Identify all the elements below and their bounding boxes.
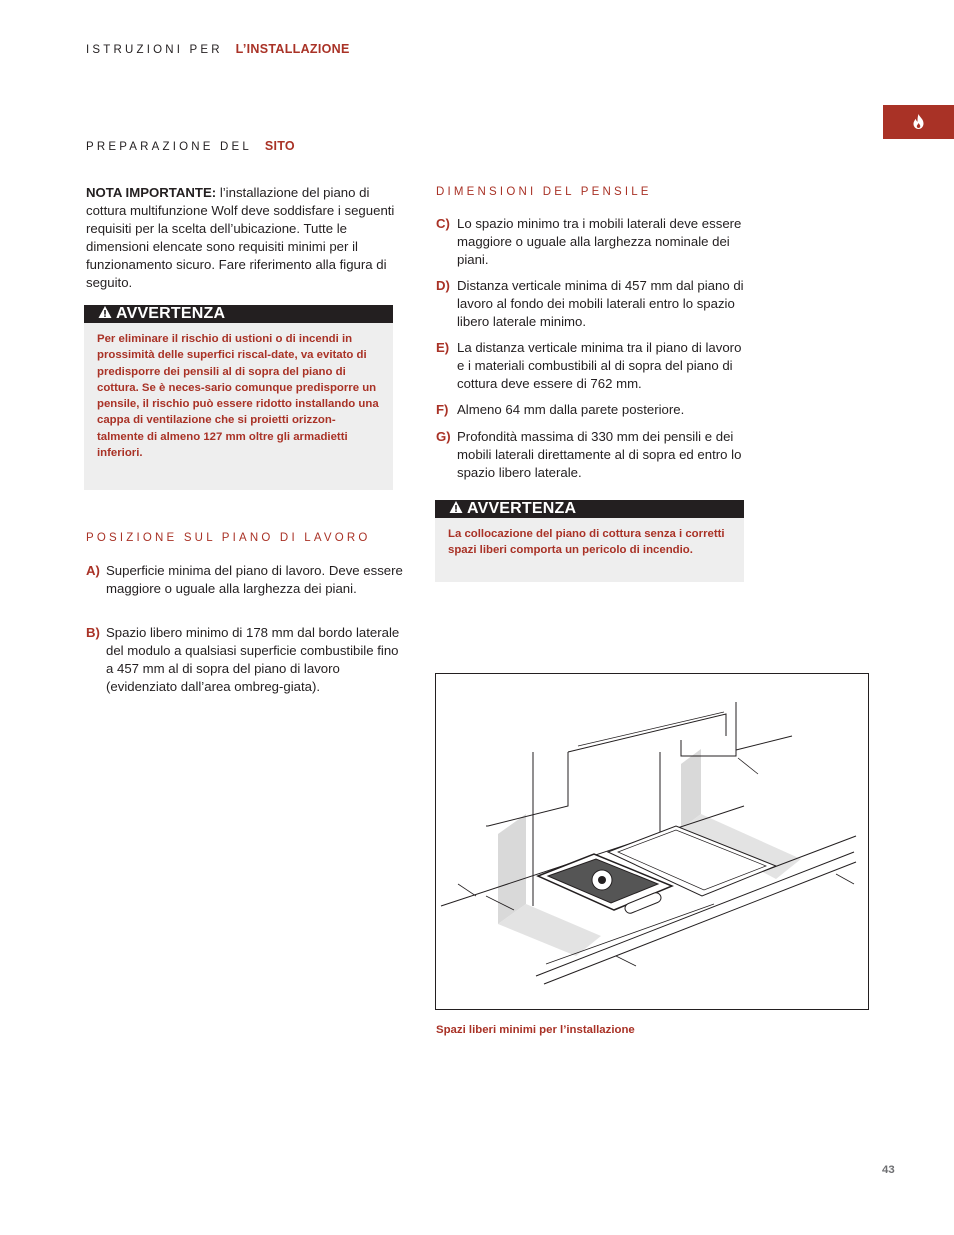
warning-heading-text-2: AVVERTENZA bbox=[467, 500, 577, 517]
dim-line-bottom bbox=[616, 956, 636, 966]
header-prefix: ISTRUZIONI PER bbox=[86, 44, 223, 56]
dim-line-g bbox=[738, 758, 758, 774]
clearance-diagram bbox=[436, 674, 868, 1009]
warning-text-1: Per eliminare il rischio di ustioni o di incendi in prossimità delle superfici riscal-date, va evitato di predisporre dei pensili al di sopra del piano di cottura. Se è neces-sario comunque predisporre un pensile, il rischio può essere ridotto installando una cappa di ventilazione che si proietti orizzon-talmente di almeno 127 mm oltre gli armadietti inferiori. bbox=[97, 333, 379, 460]
section-prefix: PREPARAZIONE DEL bbox=[86, 141, 253, 153]
section-title-accent: SITO bbox=[264, 139, 295, 153]
upper-cabinet-left bbox=[488, 752, 568, 826]
cabinet-edge bbox=[736, 736, 792, 750]
warning-box-2 bbox=[435, 500, 744, 582]
item-d-text: Distanza verticale minima di 457 mm dal piano di lavoro al fondo dei mobili laterali entro lo spazio libero laterale minimo. bbox=[457, 278, 744, 329]
warning-box-1 bbox=[84, 305, 393, 490]
warning-heading-1 bbox=[84, 305, 393, 323]
running-header bbox=[86, 42, 350, 56]
countertop-title: POSIZIONE SUL PIANO DI LAVORO bbox=[86, 532, 371, 544]
warning-text-2: La collocazione del piano di cottura senza i corretti spazi liberi comporta un pericolo di incendio. bbox=[448, 528, 725, 557]
item-a-text: Superficie minima del piano di lavoro. Deve essere maggiore o uguale alla larghezza dei piani. bbox=[106, 563, 403, 596]
item-label-c: C) bbox=[436, 216, 450, 231]
list-item-b bbox=[86, 624, 408, 696]
list-item-f bbox=[436, 401, 748, 419]
section-tab bbox=[883, 105, 954, 139]
list-item-d bbox=[436, 277, 748, 331]
dim-line-f bbox=[458, 884, 476, 896]
item-f-text: Almeno 64 mm dalla parete posteriore. bbox=[457, 402, 685, 417]
flame-icon bbox=[912, 114, 925, 129]
item-label: A) bbox=[86, 563, 100, 578]
item-c-text: Lo spazio minimo tra i mobili laterali deve essere maggiore o uguale alla larghezza nominale dei piani. bbox=[457, 216, 742, 267]
dim-line-c bbox=[578, 712, 724, 746]
item-label-g: G) bbox=[436, 429, 451, 444]
installation-figure bbox=[435, 673, 869, 1010]
upper-cabinet-top bbox=[568, 714, 726, 752]
cabinet-title: DIMENSIONI DEL PENSILE bbox=[436, 186, 652, 198]
intro-label: NOTA IMPORTANTE: bbox=[86, 185, 217, 200]
list-item-a-body bbox=[86, 562, 408, 598]
warning-triangle-icon bbox=[449, 500, 463, 514]
item-g-text: Profondità massima di 330 mm dei pensili e dei mobili laterali direttamente al di sopra ed entro lo spazio libero laterale. bbox=[457, 429, 742, 480]
list-item-g bbox=[436, 428, 748, 482]
warning-heading-text-1: AVVERTENZA bbox=[116, 305, 226, 322]
dim-line-right bbox=[836, 874, 854, 884]
warning-heading-2 bbox=[435, 500, 744, 518]
page-number: 43 bbox=[882, 1164, 895, 1176]
section-title bbox=[86, 139, 295, 153]
item-label-f: F) bbox=[436, 402, 449, 417]
list-item-e bbox=[436, 339, 748, 393]
upper-cabinet-right bbox=[681, 702, 736, 756]
burner-core bbox=[598, 876, 606, 884]
intro-paragraph bbox=[86, 184, 406, 292]
item-b-text: Spazio libero minimo di 178 mm dal bordo laterale del modulo a qualsiasi superficie combustibile fino a 457 mm al di sopra del piano di lavoro (evidenziato dall’area ombreg-giata). bbox=[106, 625, 400, 694]
item-label-d: D) bbox=[436, 278, 450, 293]
warning-triangle-icon bbox=[98, 305, 112, 319]
item-label-b: B) bbox=[86, 625, 100, 640]
item-label-e: E) bbox=[436, 340, 450, 355]
list-item-c bbox=[436, 215, 748, 269]
intro-text: l’installazione del piano di cottura multifunzione Wolf deve soddisfare i seguenti requisiti per la scelta dell’ubicazione. Tutte le dimensioni elencate sono requisiti minimi per il funzionamento sicuro. Fare riferimento alla figura di seguito. bbox=[86, 185, 395, 290]
figure-caption: Spazi liberi minimi per l’installazione bbox=[436, 1024, 635, 1036]
item-e-text: La distanza verticale minima tra il piano di lavoro e i materiali combustibili al di sopra del piano di cottura deve essere di 762 mm. bbox=[457, 340, 742, 391]
header-title: L’INSTALLAZIONE bbox=[235, 42, 350, 56]
